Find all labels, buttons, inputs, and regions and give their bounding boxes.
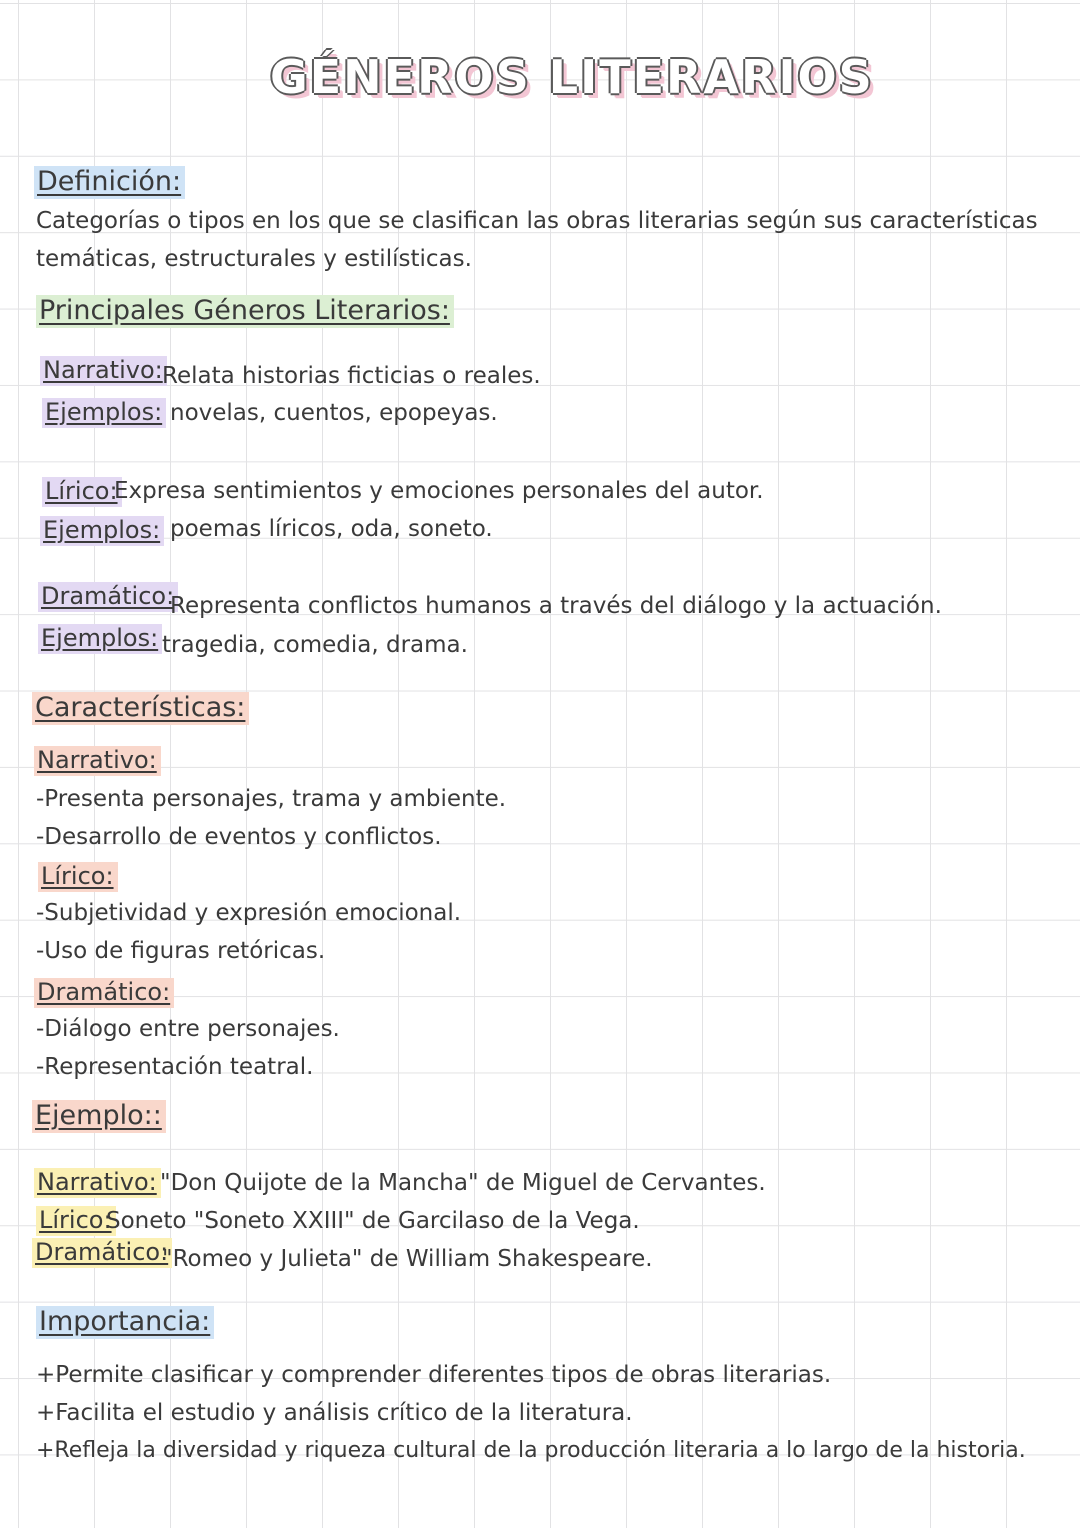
examples-label-lyric: Ejemplos:: [40, 516, 164, 546]
genre-label-dramatic: Dramático:: [38, 582, 178, 612]
example-dramatic: "Romeo y Julieta" de William Shakespeare.: [162, 1246, 653, 1272]
char-label-lyric: Lírico:: [38, 862, 118, 892]
importance-item: +Permite clasificar y comprender diferentes tipos de obras literarias.: [36, 1362, 832, 1388]
example-label-lyric: Lírico:: [36, 1206, 116, 1236]
char-item: -Representación teatral.: [36, 1054, 314, 1080]
page-title: GÉNEROS LITERARIOS: [270, 50, 874, 104]
example-narrative: "Don Quijote de la Mancha" de Miguel de Cervantes.: [160, 1170, 766, 1196]
examples-dramatic: tragedia, comedia, drama.: [162, 632, 468, 658]
main-genres-heading: Principales Géneros Literarios:: [36, 295, 454, 328]
char-item: -Subjetividad y expresión emocional.: [36, 900, 462, 926]
examples-label-narrative: Ejemplos:: [42, 398, 166, 428]
genre-label-lyric: Lírico:: [42, 477, 122, 507]
char-item: -Presenta personajes, trama y ambiente.: [36, 786, 507, 812]
examples-lyric: poemas líricos, oda, soneto.: [170, 516, 493, 542]
char-label-dramatic: Dramático:: [34, 978, 174, 1008]
genre-desc-lyric: Expresa sentimientos y emociones personales del autor.: [114, 478, 764, 504]
example-label-dramatic: Dramático:: [32, 1238, 172, 1268]
examples-narrative: novelas, cuentos, epopeyas.: [170, 400, 498, 426]
importance-heading: Importancia:: [36, 1306, 214, 1339]
char-label-narrative: Narrativo:: [34, 746, 161, 776]
genre-desc-narrative: Relata historias ficticias o reales.: [162, 363, 541, 389]
importance-item: +Refleja la diversidad y riqueza cultural de la producción literaria a lo largo de la historia.: [36, 1438, 1026, 1463]
example-lyric: Soneto "Soneto XXIII" de Garcilaso de la Vega.: [106, 1208, 640, 1234]
char-item: -Diálogo entre personajes.: [36, 1016, 340, 1042]
importance-item: +Facilita el estudio y análisis crítico de la literatura.: [36, 1400, 633, 1426]
definition-line-2: temáticas, estructurales y estilísticas.: [36, 246, 472, 272]
genre-label-narrative: Narrativo:: [40, 356, 167, 386]
char-item: -Uso de figuras retóricas.: [36, 938, 326, 964]
definition-heading: Definición:: [34, 166, 185, 199]
char-item: -Desarrollo de eventos y conflictos.: [36, 824, 442, 850]
example-heading: Ejemplo::: [32, 1100, 166, 1133]
example-label-narrative: Narrativo:: [34, 1168, 161, 1198]
examples-label-dramatic: Ejemplos:: [38, 624, 162, 654]
characteristics-heading: Características:: [32, 692, 249, 725]
definition-line-1: Categorías o tipos en los que se clasifican las obras literarias según sus características: [36, 208, 1038, 234]
genre-desc-dramatic: Representa conflictos humanos a través del diálogo y la actuación.: [170, 593, 942, 619]
